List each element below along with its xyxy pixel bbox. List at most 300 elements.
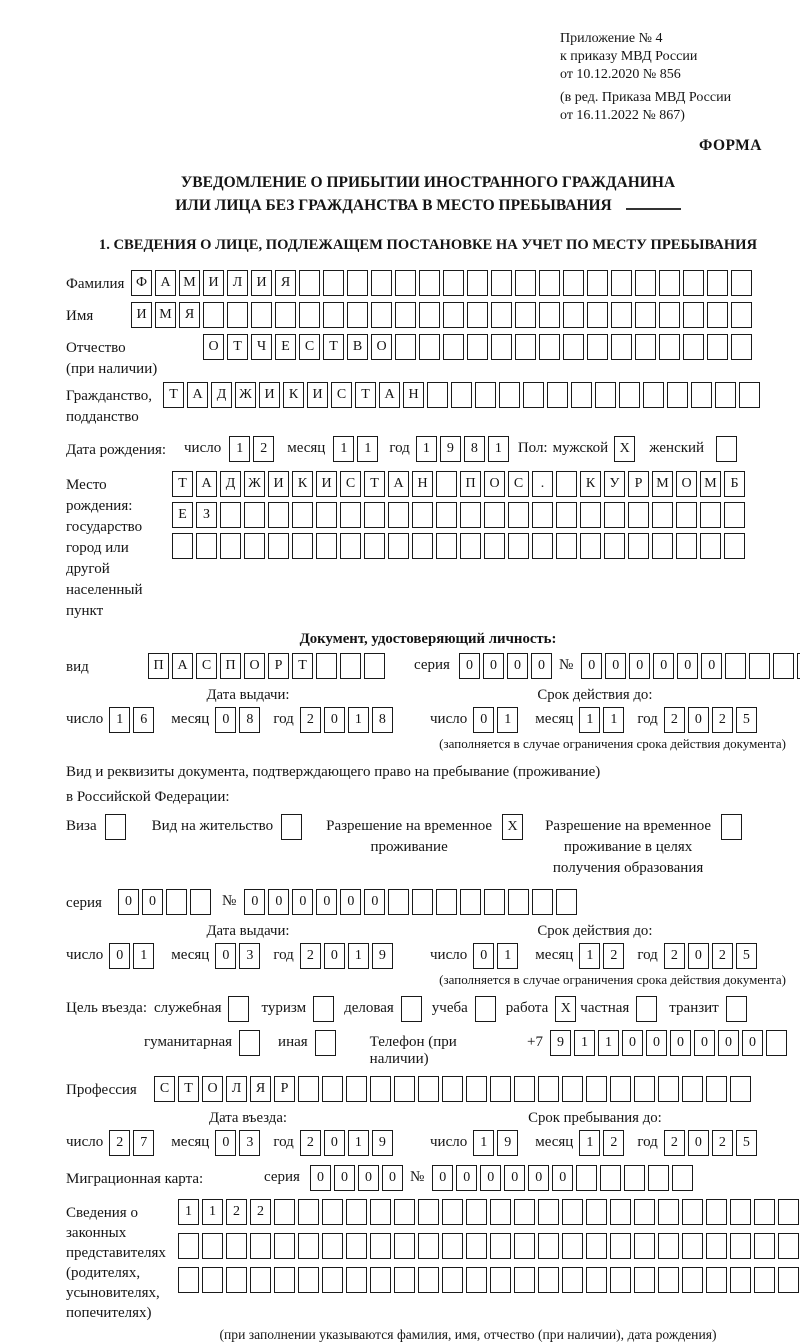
char-box[interactable] <box>491 302 512 328</box>
char-box[interactable] <box>523 382 544 408</box>
char-box[interactable]: 0 <box>215 943 236 969</box>
char-box[interactable] <box>316 533 337 559</box>
char-box[interactable]: 0 <box>215 1130 236 1156</box>
char-box[interactable] <box>539 334 560 360</box>
char-box[interactable] <box>484 533 505 559</box>
char-box[interactable]: А <box>388 471 409 497</box>
char-box[interactable]: Я <box>275 270 296 296</box>
char-box[interactable] <box>347 270 368 296</box>
char-box[interactable] <box>635 270 656 296</box>
char-box[interactable] <box>466 1267 487 1293</box>
char-box[interactable]: 5 <box>736 1130 757 1156</box>
char-box[interactable]: О <box>371 334 392 360</box>
char-box[interactable]: Ф <box>131 270 152 296</box>
char-box[interactable] <box>298 1233 319 1259</box>
char-box[interactable] <box>539 302 560 328</box>
char-box[interactable]: . <box>532 471 553 497</box>
char-box[interactable]: 0 <box>504 1165 525 1191</box>
char-box[interactable]: 0 <box>605 653 626 679</box>
char-box[interactable]: 1 <box>348 1130 369 1156</box>
char-box[interactable]: 8 <box>239 707 260 733</box>
char-box[interactable] <box>412 533 433 559</box>
char-box[interactable]: 1 <box>579 1130 600 1156</box>
char-box[interactable]: В <box>347 334 368 360</box>
char-box[interactable] <box>418 1233 439 1259</box>
char-box[interactable]: 0 <box>552 1165 573 1191</box>
char-box[interactable] <box>466 1076 487 1102</box>
char-box[interactable] <box>298 1076 319 1102</box>
char-box[interactable]: Е <box>275 334 296 360</box>
char-box[interactable]: С <box>154 1076 175 1102</box>
char-box[interactable] <box>268 502 289 528</box>
char-box[interactable] <box>418 1076 439 1102</box>
char-box[interactable]: 2 <box>712 1130 733 1156</box>
char-box[interactable] <box>532 502 553 528</box>
char-box[interactable] <box>274 1233 295 1259</box>
char-box[interactable]: 1 <box>497 707 518 733</box>
char-box[interactable] <box>490 1076 511 1102</box>
char-box[interactable] <box>562 1233 583 1259</box>
char-box[interactable] <box>634 1267 655 1293</box>
char-box[interactable]: 0 <box>622 1030 643 1056</box>
char-box[interactable]: 0 <box>364 889 385 915</box>
char-box[interactable]: А <box>187 382 208 408</box>
char-box[interactable]: 0 <box>473 707 494 733</box>
char-box[interactable]: 1 <box>579 943 600 969</box>
char-box[interactable] <box>562 1199 583 1225</box>
char-box[interactable] <box>220 502 241 528</box>
char-box[interactable]: З <box>196 502 217 528</box>
char-box[interactable]: И <box>259 382 280 408</box>
char-box[interactable]: 2 <box>603 1130 624 1156</box>
purpose-official-checkbox[interactable] <box>228 996 249 1022</box>
char-box[interactable] <box>700 502 721 528</box>
purpose-private-checkbox[interactable] <box>636 996 657 1022</box>
char-box[interactable] <box>672 1165 693 1191</box>
char-box[interactable]: 3 <box>239 943 260 969</box>
char-box[interactable]: 2 <box>664 943 685 969</box>
char-box[interactable] <box>250 1233 271 1259</box>
char-box[interactable]: 0 <box>653 653 674 679</box>
char-box[interactable]: 0 <box>358 1165 379 1191</box>
char-box[interactable] <box>442 1267 463 1293</box>
char-box[interactable] <box>508 889 529 915</box>
char-box[interactable]: 0 <box>382 1165 403 1191</box>
char-box[interactable] <box>610 1233 631 1259</box>
char-box[interactable] <box>394 1233 415 1259</box>
char-box[interactable]: 0 <box>531 653 552 679</box>
char-box[interactable] <box>178 1233 199 1259</box>
char-box[interactable]: А <box>379 382 400 408</box>
char-box[interactable] <box>436 471 457 497</box>
char-box[interactable] <box>419 302 440 328</box>
char-box[interactable]: 5 <box>736 943 757 969</box>
char-box[interactable] <box>635 334 656 360</box>
char-box[interactable]: Н <box>403 382 424 408</box>
char-box[interactable] <box>571 382 592 408</box>
char-box[interactable] <box>292 502 313 528</box>
char-box[interactable] <box>624 1165 645 1191</box>
char-box[interactable]: Р <box>268 653 289 679</box>
char-box[interactable] <box>467 270 488 296</box>
char-box[interactable] <box>322 1199 343 1225</box>
char-box[interactable] <box>730 1267 751 1293</box>
char-box[interactable] <box>628 533 649 559</box>
char-box[interactable] <box>395 302 416 328</box>
char-box[interactable] <box>419 334 440 360</box>
char-box[interactable] <box>724 502 745 528</box>
char-box[interactable] <box>436 889 457 915</box>
char-box[interactable] <box>508 533 529 559</box>
char-box[interactable] <box>466 1233 487 1259</box>
purpose-work-checkbox[interactable]: X <box>555 996 576 1022</box>
char-box[interactable] <box>556 502 577 528</box>
char-box[interactable] <box>731 334 752 360</box>
char-box[interactable] <box>586 1267 607 1293</box>
char-box[interactable] <box>202 1267 223 1293</box>
char-box[interactable]: Ж <box>244 471 265 497</box>
char-box[interactable]: 0 <box>688 1130 709 1156</box>
char-box[interactable] <box>586 1199 607 1225</box>
char-box[interactable]: 9 <box>440 436 461 462</box>
char-box[interactable] <box>388 502 409 528</box>
char-box[interactable]: 2 <box>300 943 321 969</box>
char-box[interactable]: Т <box>292 653 313 679</box>
char-box[interactable] <box>451 382 472 408</box>
char-box[interactable]: 1 <box>473 1130 494 1156</box>
char-box[interactable] <box>490 1267 511 1293</box>
char-box[interactable]: 0 <box>688 707 709 733</box>
char-box[interactable]: 1 <box>416 436 437 462</box>
char-box[interactable]: Б <box>724 471 745 497</box>
char-box[interactable] <box>244 533 265 559</box>
char-box[interactable]: П <box>220 653 241 679</box>
char-box[interactable]: 0 <box>581 653 602 679</box>
char-box[interactable]: 5 <box>736 707 757 733</box>
char-box[interactable] <box>778 1267 799 1293</box>
char-box[interactable]: 2 <box>300 1130 321 1156</box>
char-box[interactable] <box>220 533 241 559</box>
char-box[interactable] <box>196 533 217 559</box>
char-box[interactable] <box>556 889 577 915</box>
char-box[interactable] <box>442 1199 463 1225</box>
char-box[interactable] <box>652 533 673 559</box>
char-box[interactable]: Т <box>227 334 248 360</box>
char-box[interactable] <box>648 1165 669 1191</box>
char-box[interactable] <box>418 1199 439 1225</box>
char-box[interactable] <box>610 1199 631 1225</box>
char-box[interactable]: Р <box>628 471 649 497</box>
char-box[interactable] <box>754 1267 775 1293</box>
char-box[interactable] <box>364 502 385 528</box>
char-box[interactable] <box>346 1233 367 1259</box>
char-box[interactable] <box>538 1267 559 1293</box>
char-box[interactable] <box>587 302 608 328</box>
char-box[interactable]: 0 <box>507 653 528 679</box>
char-box[interactable]: 1 <box>488 436 509 462</box>
char-box[interactable] <box>547 382 568 408</box>
char-box[interactable] <box>394 1267 415 1293</box>
char-box[interactable] <box>515 270 536 296</box>
char-box[interactable]: 1 <box>598 1030 619 1056</box>
char-box[interactable]: 9 <box>372 1130 393 1156</box>
char-box[interactable] <box>514 1267 535 1293</box>
char-box[interactable]: 0 <box>646 1030 667 1056</box>
char-box[interactable] <box>706 1233 727 1259</box>
char-box[interactable]: 0 <box>483 653 504 679</box>
char-box[interactable]: К <box>580 471 601 497</box>
char-box[interactable]: 1 <box>579 707 600 733</box>
char-box[interactable]: 0 <box>670 1030 691 1056</box>
char-box[interactable]: М <box>179 270 200 296</box>
char-box[interactable]: И <box>251 270 272 296</box>
char-box[interactable]: 0 <box>629 653 650 679</box>
char-box[interactable] <box>587 334 608 360</box>
char-box[interactable] <box>322 1267 343 1293</box>
char-box[interactable] <box>490 1199 511 1225</box>
char-box[interactable] <box>658 1233 679 1259</box>
char-box[interactable] <box>275 302 296 328</box>
char-box[interactable]: 1 <box>202 1199 223 1225</box>
char-box[interactable] <box>676 502 697 528</box>
char-box[interactable] <box>250 1267 271 1293</box>
char-box[interactable] <box>707 334 728 360</box>
char-box[interactable] <box>370 1199 391 1225</box>
char-box[interactable] <box>563 270 584 296</box>
char-box[interactable] <box>634 1076 655 1102</box>
char-box[interactable]: 0 <box>324 1130 345 1156</box>
char-box[interactable]: Е <box>172 502 193 528</box>
char-box[interactable]: Л <box>227 270 248 296</box>
char-box[interactable]: 0 <box>677 653 698 679</box>
char-box[interactable] <box>443 270 464 296</box>
char-box[interactable]: 1 <box>357 436 378 462</box>
char-box[interactable] <box>322 1233 343 1259</box>
char-box[interactable]: 0 <box>473 943 494 969</box>
char-box[interactable]: 9 <box>550 1030 571 1056</box>
char-box[interactable] <box>683 334 704 360</box>
char-box[interactable] <box>576 1165 597 1191</box>
char-box[interactable] <box>749 653 770 679</box>
char-box[interactable] <box>340 653 361 679</box>
char-box[interactable]: Я <box>179 302 200 328</box>
char-box[interactable]: 2 <box>664 707 685 733</box>
char-box[interactable]: 1 <box>229 436 250 462</box>
char-box[interactable]: О <box>484 471 505 497</box>
char-box[interactable]: 0 <box>456 1165 477 1191</box>
char-box[interactable]: 0 <box>215 707 236 733</box>
char-box[interactable]: 2 <box>250 1199 271 1225</box>
char-box[interactable]: 2 <box>253 436 274 462</box>
char-box[interactable] <box>419 270 440 296</box>
char-box[interactable] <box>490 1233 511 1259</box>
char-box[interactable]: 9 <box>372 943 393 969</box>
char-box[interactable] <box>226 1267 247 1293</box>
temp-residence-checkbox[interactable]: X <box>502 814 523 840</box>
char-box[interactable]: Т <box>355 382 376 408</box>
purpose-humanitarian-checkbox[interactable] <box>239 1030 260 1056</box>
char-box[interactable] <box>251 302 272 328</box>
char-box[interactable]: М <box>700 471 721 497</box>
char-box[interactable] <box>508 502 529 528</box>
char-box[interactable]: 6 <box>133 707 154 733</box>
char-box[interactable] <box>442 1233 463 1259</box>
char-box[interactable]: Я <box>250 1076 271 1102</box>
char-box[interactable] <box>538 1076 559 1102</box>
char-box[interactable]: 0 <box>244 889 265 915</box>
char-box[interactable] <box>316 502 337 528</box>
char-box[interactable] <box>484 502 505 528</box>
visa-checkbox[interactable] <box>105 814 126 840</box>
char-box[interactable] <box>635 302 656 328</box>
char-box[interactable]: 0 <box>118 889 139 915</box>
char-box[interactable] <box>731 270 752 296</box>
char-box[interactable] <box>244 502 265 528</box>
char-box[interactable] <box>467 334 488 360</box>
char-box[interactable] <box>556 471 577 497</box>
char-box[interactable] <box>634 1233 655 1259</box>
char-box[interactable] <box>436 533 457 559</box>
char-box[interactable]: 0 <box>528 1165 549 1191</box>
char-box[interactable] <box>730 1199 751 1225</box>
char-box[interactable]: 1 <box>178 1199 199 1225</box>
char-box[interactable] <box>619 382 640 408</box>
char-box[interactable] <box>340 533 361 559</box>
char-box[interactable] <box>676 533 697 559</box>
char-box[interactable] <box>515 302 536 328</box>
char-box[interactable]: 9 <box>497 1130 518 1156</box>
char-box[interactable] <box>323 270 344 296</box>
char-box[interactable] <box>346 1076 367 1102</box>
char-box[interactable] <box>370 1233 391 1259</box>
char-box[interactable] <box>658 1267 679 1293</box>
char-box[interactable] <box>658 1199 679 1225</box>
char-box[interactable]: 1 <box>348 943 369 969</box>
char-box[interactable]: М <box>155 302 176 328</box>
char-box[interactable]: 0 <box>334 1165 355 1191</box>
char-box[interactable]: О <box>203 334 224 360</box>
char-box[interactable] <box>700 533 721 559</box>
char-box[interactable]: О <box>676 471 697 497</box>
char-box[interactable] <box>586 1076 607 1102</box>
char-box[interactable]: П <box>148 653 169 679</box>
char-box[interactable]: 2 <box>226 1199 247 1225</box>
char-box[interactable] <box>412 889 433 915</box>
char-box[interactable] <box>706 1199 727 1225</box>
char-box[interactable] <box>346 1267 367 1293</box>
char-box[interactable] <box>460 889 481 915</box>
char-box[interactable]: 0 <box>310 1165 331 1191</box>
char-box[interactable] <box>707 302 728 328</box>
char-box[interactable] <box>731 302 752 328</box>
char-box[interactable] <box>563 334 584 360</box>
char-box[interactable] <box>427 382 448 408</box>
char-box[interactable]: 0 <box>292 889 313 915</box>
char-box[interactable] <box>370 1267 391 1293</box>
char-box[interactable] <box>730 1233 751 1259</box>
char-box[interactable] <box>604 502 625 528</box>
char-box[interactable]: И <box>131 302 152 328</box>
char-box[interactable]: А <box>196 471 217 497</box>
char-box[interactable] <box>298 1267 319 1293</box>
char-box[interactable] <box>178 1267 199 1293</box>
char-box[interactable]: 2 <box>603 943 624 969</box>
char-box[interactable] <box>611 302 632 328</box>
char-box[interactable]: 2 <box>109 1130 130 1156</box>
char-box[interactable]: К <box>292 471 313 497</box>
char-box[interactable] <box>370 1076 391 1102</box>
char-box[interactable]: 0 <box>268 889 289 915</box>
char-box[interactable] <box>466 1199 487 1225</box>
char-box[interactable]: Т <box>323 334 344 360</box>
char-box[interactable]: Д <box>220 471 241 497</box>
male-checkbox[interactable]: X <box>614 436 635 462</box>
char-box[interactable]: Т <box>178 1076 199 1102</box>
char-box[interactable] <box>364 653 385 679</box>
char-box[interactable] <box>773 653 794 679</box>
char-box[interactable] <box>587 270 608 296</box>
purpose-study-checkbox[interactable] <box>475 996 496 1022</box>
char-box[interactable] <box>226 1233 247 1259</box>
char-box[interactable] <box>299 302 320 328</box>
char-box[interactable] <box>514 1076 535 1102</box>
char-box[interactable]: О <box>202 1076 223 1102</box>
char-box[interactable]: 1 <box>133 943 154 969</box>
char-box[interactable] <box>580 533 601 559</box>
char-box[interactable] <box>268 533 289 559</box>
char-box[interactable] <box>514 1233 535 1259</box>
char-box[interactable]: С <box>331 382 352 408</box>
female-checkbox[interactable] <box>716 436 737 462</box>
char-box[interactable] <box>586 1233 607 1259</box>
char-box[interactable] <box>563 302 584 328</box>
char-box[interactable]: Т <box>172 471 193 497</box>
char-box[interactable]: Т <box>364 471 385 497</box>
char-box[interactable]: 0 <box>742 1030 763 1056</box>
char-box[interactable] <box>682 1199 703 1225</box>
char-box[interactable]: 8 <box>372 707 393 733</box>
char-box[interactable]: М <box>652 471 673 497</box>
char-box[interactable]: С <box>299 334 320 360</box>
char-box[interactable]: 0 <box>718 1030 739 1056</box>
residence-permit-checkbox[interactable] <box>281 814 302 840</box>
char-box[interactable]: И <box>316 471 337 497</box>
char-box[interactable]: 1 <box>333 436 354 462</box>
char-box[interactable]: 0 <box>324 943 345 969</box>
char-box[interactable] <box>667 382 688 408</box>
char-box[interactable] <box>532 533 553 559</box>
char-box[interactable] <box>442 1076 463 1102</box>
char-box[interactable] <box>166 889 187 915</box>
char-box[interactable] <box>539 270 560 296</box>
char-box[interactable]: 1 <box>348 707 369 733</box>
char-box[interactable]: 0 <box>324 707 345 733</box>
char-box[interactable]: 1 <box>603 707 624 733</box>
char-box[interactable]: И <box>307 382 328 408</box>
char-box[interactable] <box>683 270 704 296</box>
char-box[interactable] <box>371 302 392 328</box>
char-box[interactable]: 0 <box>480 1165 501 1191</box>
char-box[interactable] <box>514 1199 535 1225</box>
char-box[interactable] <box>316 653 337 679</box>
char-box[interactable] <box>484 889 505 915</box>
purpose-transit-checkbox[interactable] <box>726 996 747 1022</box>
char-box[interactable] <box>443 334 464 360</box>
char-box[interactable] <box>190 889 211 915</box>
char-box[interactable] <box>580 502 601 528</box>
char-box[interactable] <box>730 1076 751 1102</box>
char-box[interactable] <box>715 382 736 408</box>
